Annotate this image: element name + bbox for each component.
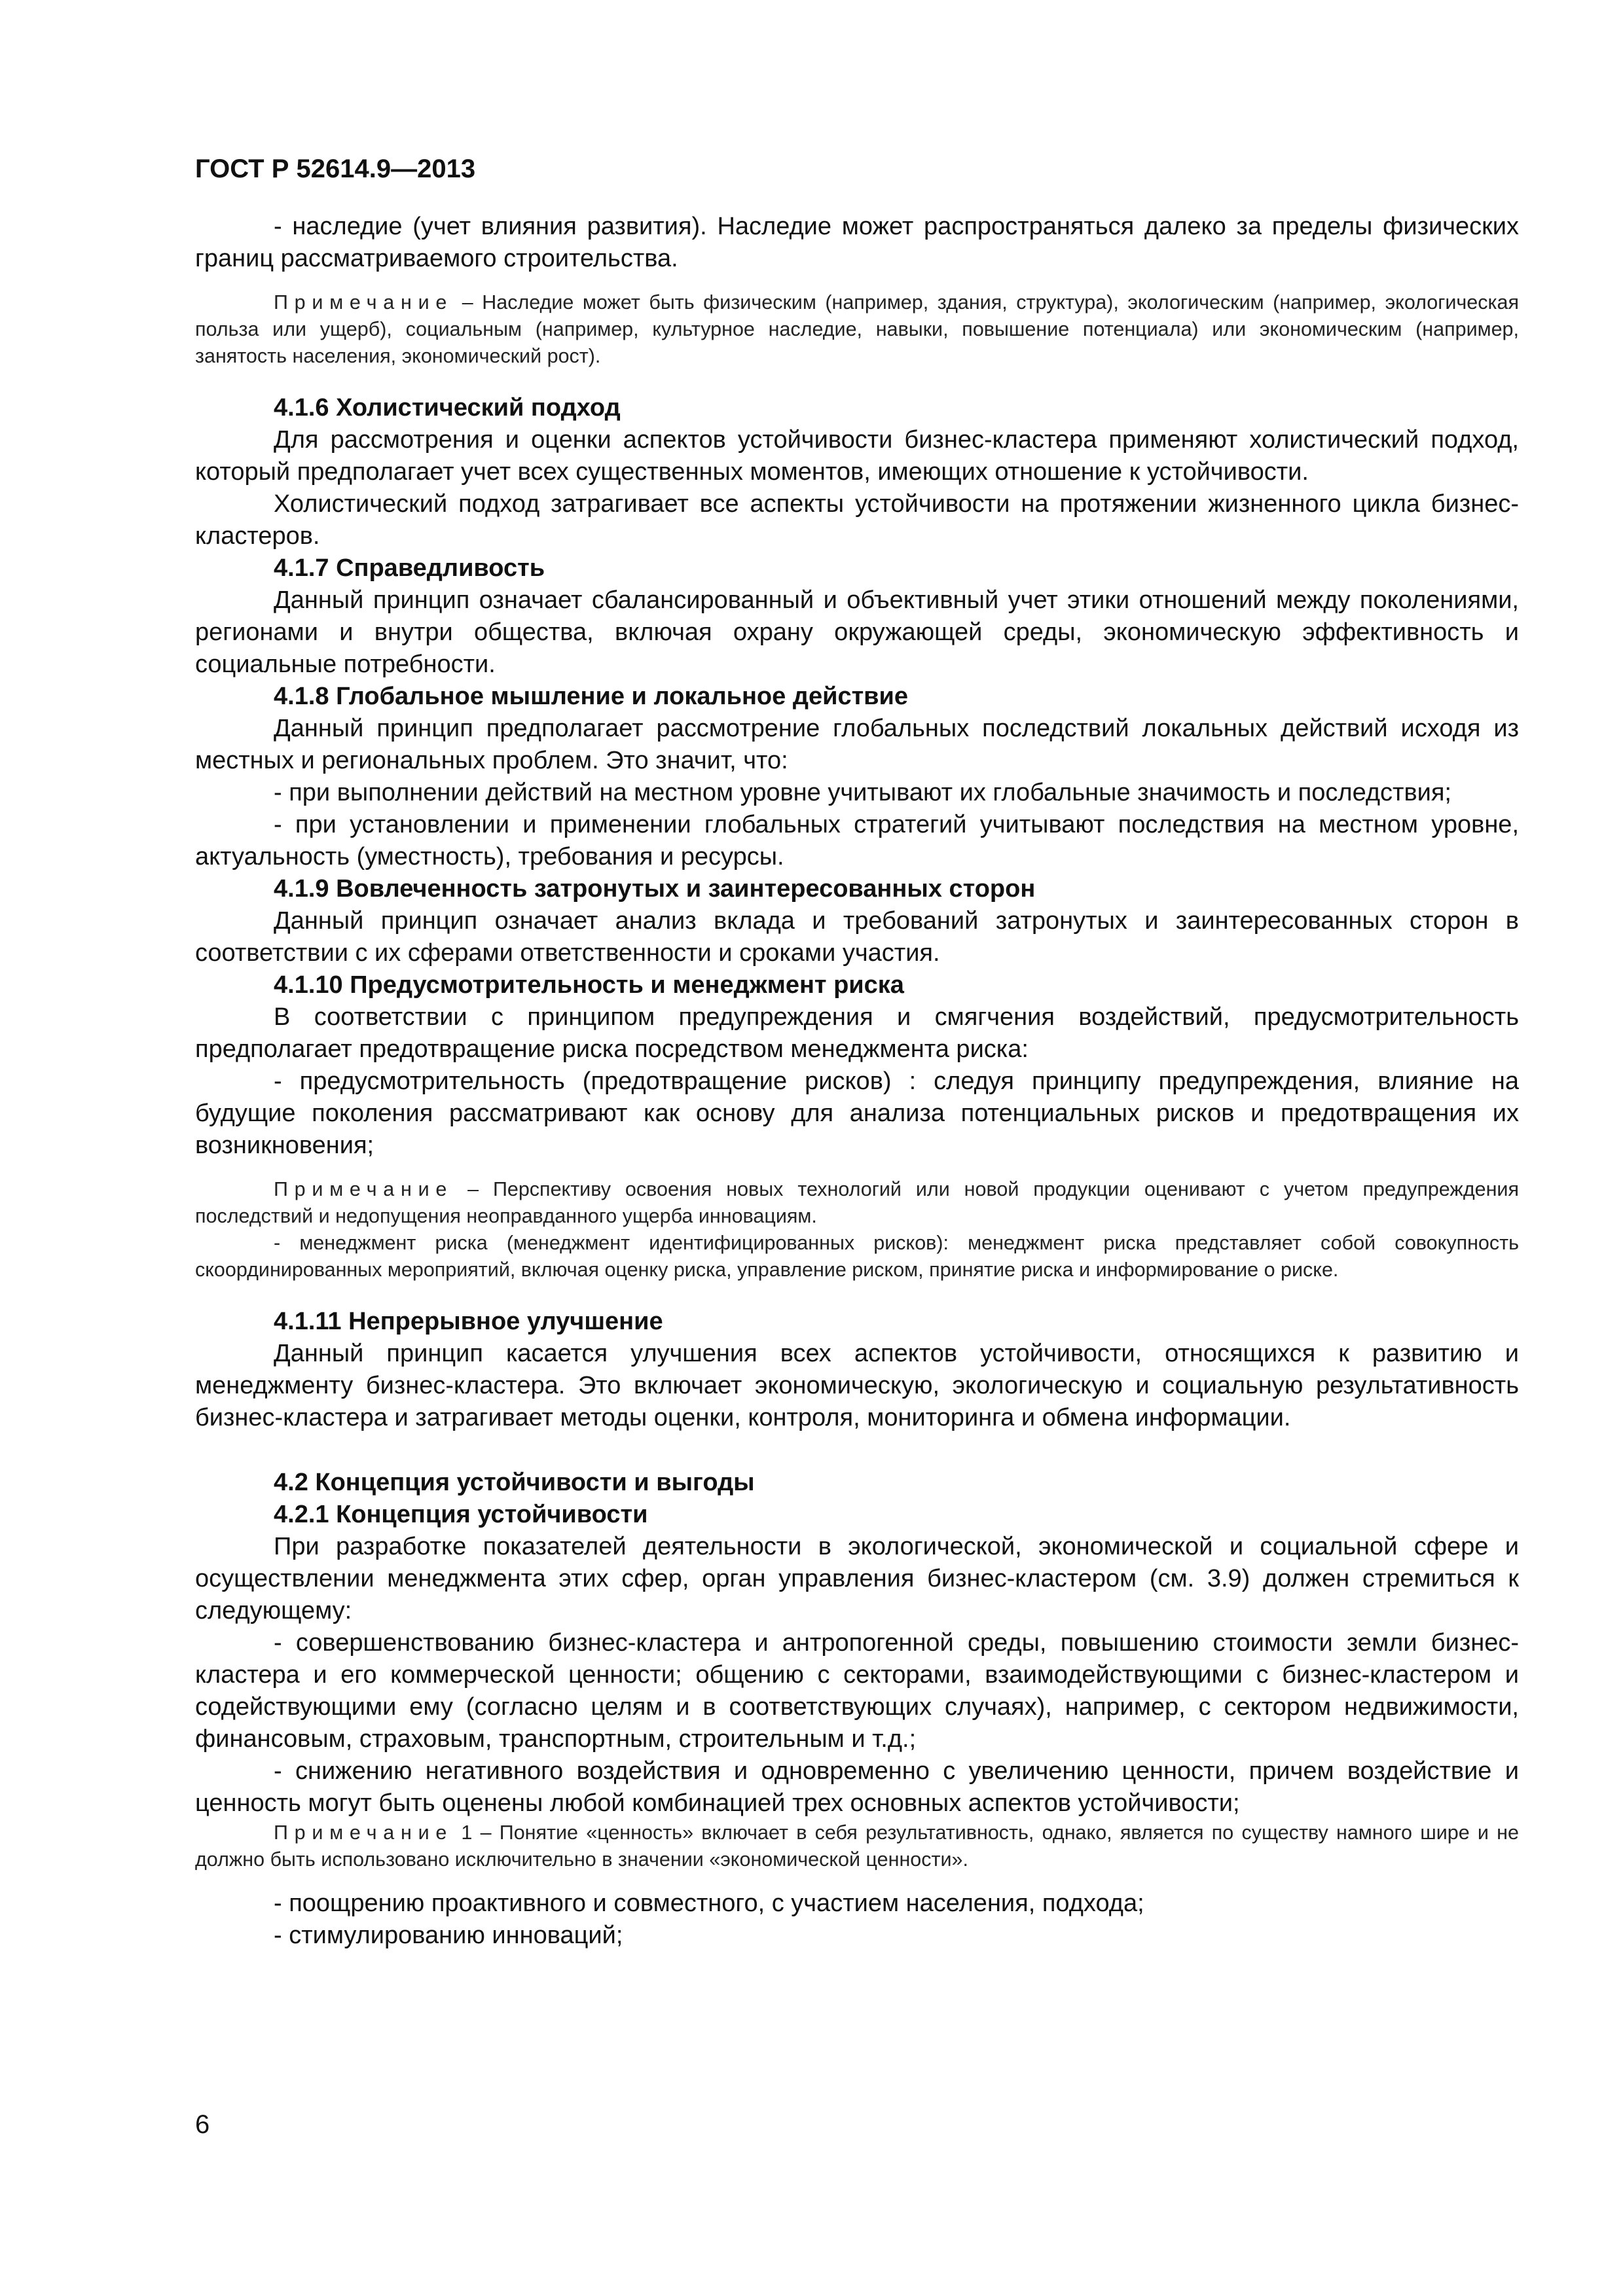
paragraph-4-2-1-a: При разработке показателей деятельности в экологической, экономической и социальной сфере и осуществлении менеджмента этих сфер, орган управления бизнес-кластером (см. 3.9) должен стремиться к следующему: bbox=[195, 1533, 1519, 1624]
note-label: Примечание bbox=[274, 1178, 454, 1200]
heading-4-1-10: 4.1.10 Предусмотрительность и менеджмент риска bbox=[274, 971, 904, 999]
document-page bbox=[195, 153, 1519, 2248]
paragraph-4-1-10-a: В соответствии с принципом предупреждения и смягчения воздействий, предусмотрительность предполагает предотвращение риска посредством менеджмента риска: bbox=[195, 1003, 1519, 1063]
paragraph-4-2-1-c: - снижению негативного воздействия и одновременно с увеличению ценности, причем воздействие и ценность могут быть оценены любой комбинацией трех основных аспектов устойчивости; bbox=[195, 1757, 1519, 1817]
heading-4-1-8: 4.1.8 Глобальное мышление и локальное действие bbox=[274, 683, 909, 710]
note-text: – Наследие может быть физическим (например, здания, структура), экологическим (например, экологическая польза или ущерб), социальным (например, культурное наследие, навыки, повышение потенциала) или экономическим (например, занятость населения, экономический рост). bbox=[195, 291, 1519, 367]
paragraph-4-1-11: Данный принцип касается улучшения всех аспектов устойчивости, относящихся к развитию и менеджменту бизнес-кластера. Это включает экономическую, экологическую и социальную результативность бизнес-кластера и затрагивает методы оценки, контроля, мониторинга и обмена информации. bbox=[195, 1340, 1519, 1431]
heading-4-2-1: 4.2.1 Концепция устойчивости bbox=[274, 1501, 648, 1528]
paragraph-4-1-6-b: Холистический подход затрагивает все аспекты устойчивости на протяжении жизненного цикла бизнес-кластеров. bbox=[195, 490, 1519, 550]
note-risk-management: - менеджмент риска (менеджмент идентифицированных рисков): менеджмент риска представляет собой совокупность скоординированных мероприятий, включая оценку риска, управление риском, принятие риска и информирование о риске. bbox=[195, 1232, 1519, 1281]
paragraph-4-2-1-b: - совершенствованию бизнес-кластера и антропогенной среды, повышению стоимости земли бизнес-кластера и его коммерческой ценности; общению с секторами, взаимодействующими с бизнес-кластером и содействующими ему (согласно целям и в соответствующих случаях), например, с сектором недвижимости, финансовым, страховым, транспортным, строительным и т.д.; bbox=[195, 1629, 1519, 1753]
heading-4-1-11: 4.1.11 Непрерывное улучшение bbox=[274, 1308, 663, 1335]
heading-4-1-6: 4.1.6 Холистический подход bbox=[274, 394, 621, 422]
heading-4-1-9: 4.1.9 Вовлеченность затронутых и заинтересованных сторон bbox=[274, 875, 1036, 903]
heading-4-1-7: 4.1.7 Справедливость bbox=[274, 554, 545, 582]
note-heritage bbox=[195, 289, 1519, 370]
note-risk bbox=[195, 1176, 1519, 1230]
note-text: – Перспективу освоения новых технологий или новой продукции оценивают с учетом предупреждения последствий и недопущения неоправданного ущерба инновациям. bbox=[195, 1178, 1519, 1227]
paragraph-heritage: - наследие (учет влияния развития). Наследие может распространяться далеко за пределы физических границ рассматриваемого строительства. bbox=[195, 213, 1519, 272]
paragraph-4-2-1-d: - поощрению проактивного и совместного, с участием населения, подхода; bbox=[274, 1890, 1144, 1917]
paragraph-4-1-8-c: - при установлении и применении глобальных стратегий учитывают последствия на местном уровне, актуальность (уместность), требования и ресурсы. bbox=[195, 811, 1519, 870]
paragraph-4-1-6-a: Для рассмотрения и оценки аспектов устойчивости бизнес-кластера применяют холистический подход, который предполагает учет всех существенных моментов, имеющих отношение к устойчивости. bbox=[195, 426, 1519, 486]
paragraph-4-1-8-a: Данный принцип предполагает рассмотрение глобальных последствий локальных действий исходя из местных и региональных проблем. Это значит, что: bbox=[195, 715, 1519, 774]
note-text: 1 – Понятие «ценность» включает в себя результативность, однако, является по существу намного шире и не должно быть использовано исключительно в значении «экономической ценности». bbox=[195, 1821, 1519, 1871]
note-label: Примечание bbox=[274, 1821, 454, 1844]
paragraph-4-1-9: Данный принцип означает анализ вклада и требований затронутых и заинтересованных сторон в соответствии с их сферами ответственности и сроками участия. bbox=[195, 907, 1519, 967]
heading-4-2: 4.2 Концепция устойчивости и выгоды bbox=[274, 1469, 755, 1496]
note-label: Примечание bbox=[274, 291, 454, 314]
doc-header: ГОСТ Р 52614.9—2013 bbox=[195, 154, 476, 183]
page-number: 6 bbox=[195, 2110, 210, 2139]
paragraph-4-1-7: Данный принцип означает сбалансированный и объективный учет этики отношений между поколениями, регионами и внутри общества, включая охрану окружающей среды, экономическую эффективность и социальные потребности. bbox=[195, 586, 1519, 678]
paragraph-4-1-8-b: - при выполнении действий на местном уровне учитывают их глобальные значимость и последствия; bbox=[274, 779, 1451, 806]
paragraph-4-2-1-e: - стимулированию инноваций; bbox=[274, 1922, 623, 1949]
note-value bbox=[195, 1820, 1519, 1873]
paragraph-4-1-10-b: - предусмотрительность (предотвращение рисков) : следуя принципу предупреждения, влияние на будущие поколения рассматривают как основу для анализа потенциальных рисков и предотвращения их возникновения; bbox=[195, 1067, 1519, 1159]
